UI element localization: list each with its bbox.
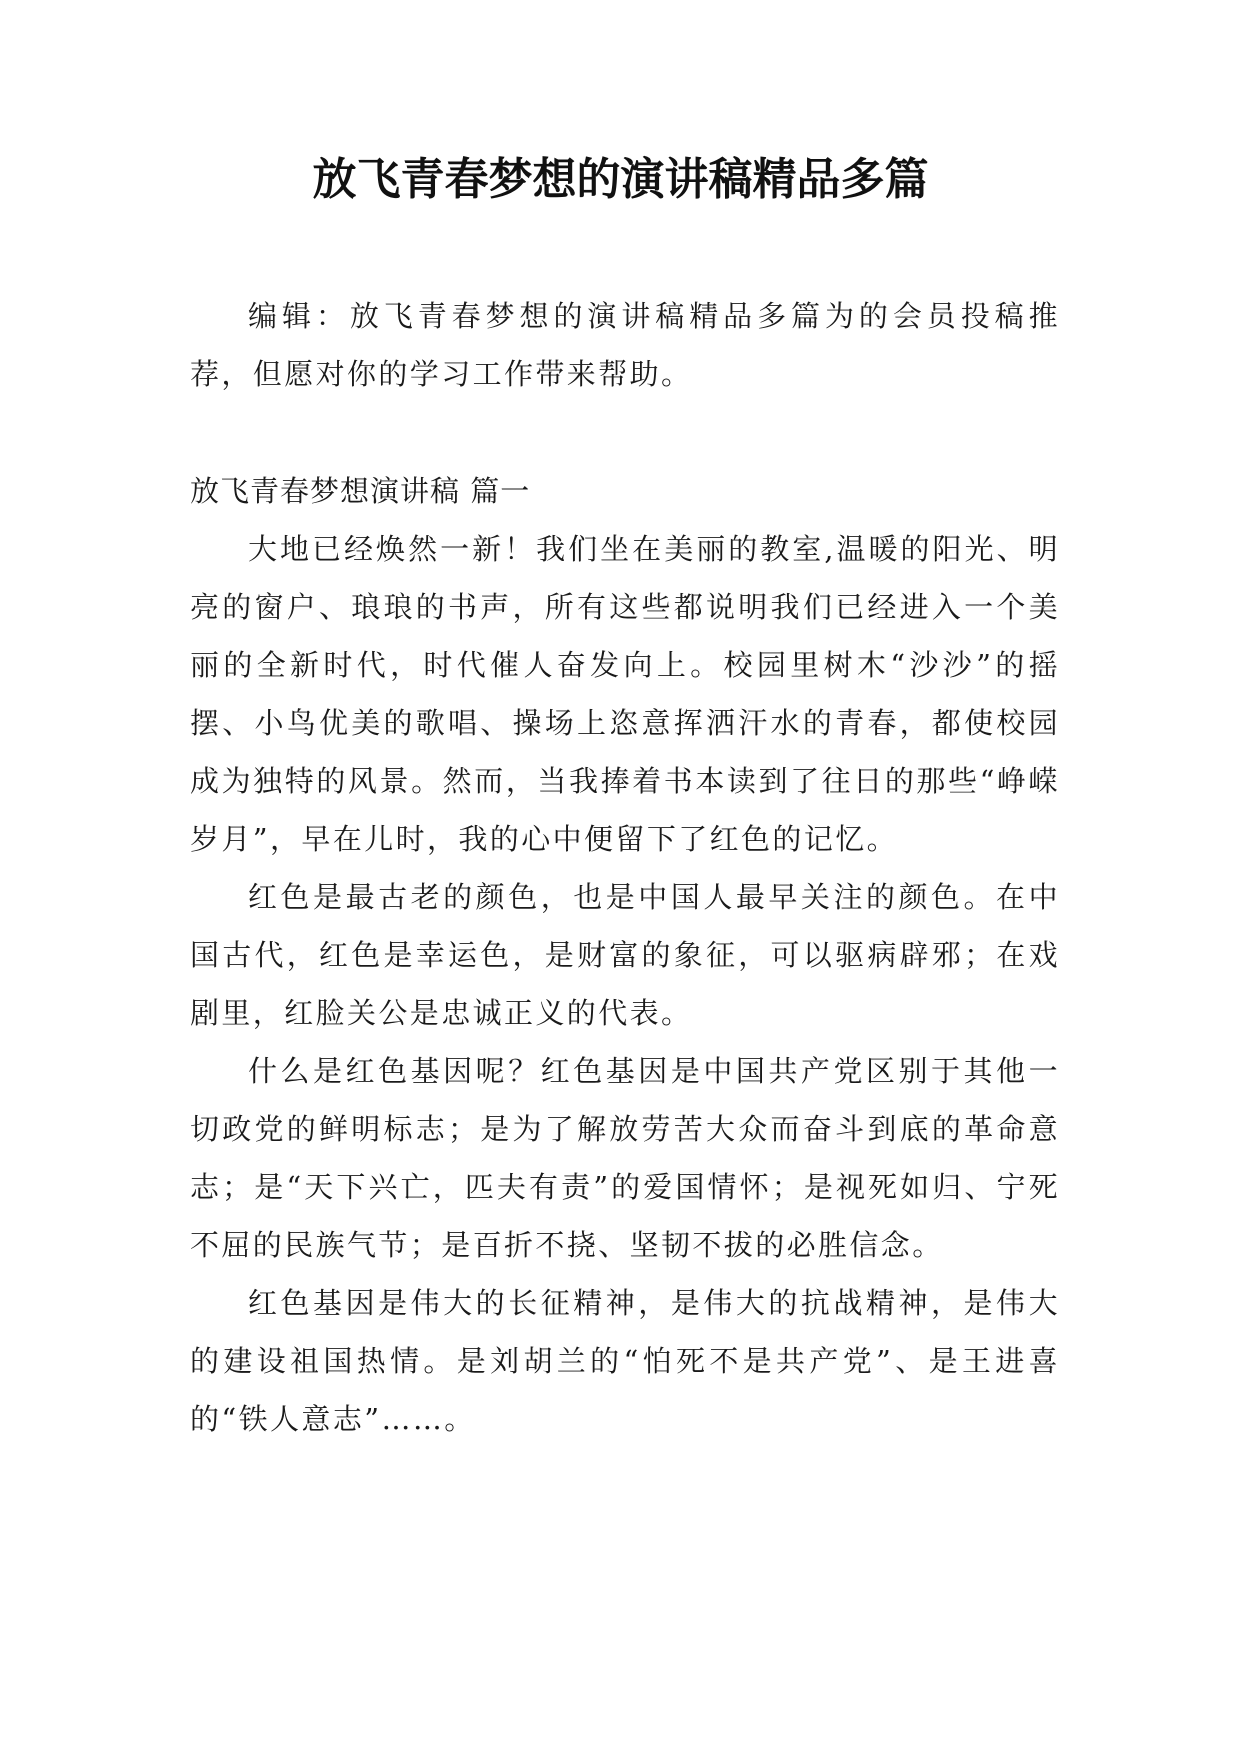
paragraph-1: 大地已经焕然一新！我们坐在美丽的教室,温暖的阳光、明亮的窗户、琅琅的书声，所有这些都说明我们已经进入一个美丽的全新时代，时代催人奋发向上。校园里树木“沙沙”的摇摆、小鸟优美的歌唱、操场上恣意挥洒汗水的青春，都使校园成为独特的风景。然而，当我捧着书本读到了往日的那些“峥嵘岁月”，早在儿时，我的心中便留下了红色的记忆。 <box>190 532 1060 856</box>
editor-note-paragraph: 编辑：放飞青春梦想的演讲稿精品多篇为的会员投稿推荐，但愿对你的学习工作带来帮助。 <box>190 299 1060 391</box>
paragraph-3: 什么是红色基因呢？红色基因是中国共产党区别于其他一切政党的鲜明标志；是为了解放劳苦大众而奋斗到底的革命意志；是“天下兴亡，匹夫有责”的爱国情怀；是视死如归、宁死不屈的民族气节；是百折不挠、坚韧不拔的必胜信念。 <box>190 1054 1060 1262</box>
section-1 <box>190 462 1060 1448</box>
editor-note <box>190 287 1060 403</box>
paragraph-2: 红色是最古老的颜色，也是中国人最早关注的颜色。在中国古代，红色是幸运色，是财富的象征，可以驱病辟邪；在戏剧里，红脸关公是忠诚正义的代表。 <box>190 880 1060 1030</box>
document-title: 放飞青春梦想的演讲稿精品多篇 <box>312 154 929 205</box>
section-heading: 放飞青春梦想演讲稿 篇一 <box>190 474 531 508</box>
paragraph-4: 红色基因是伟大的长征精神，是伟大的抗战精神，是伟大的建设祖国热情。是刘胡兰的“怕死不是共产党”、是王进喜的“铁人意志”……。 <box>190 1286 1060 1436</box>
